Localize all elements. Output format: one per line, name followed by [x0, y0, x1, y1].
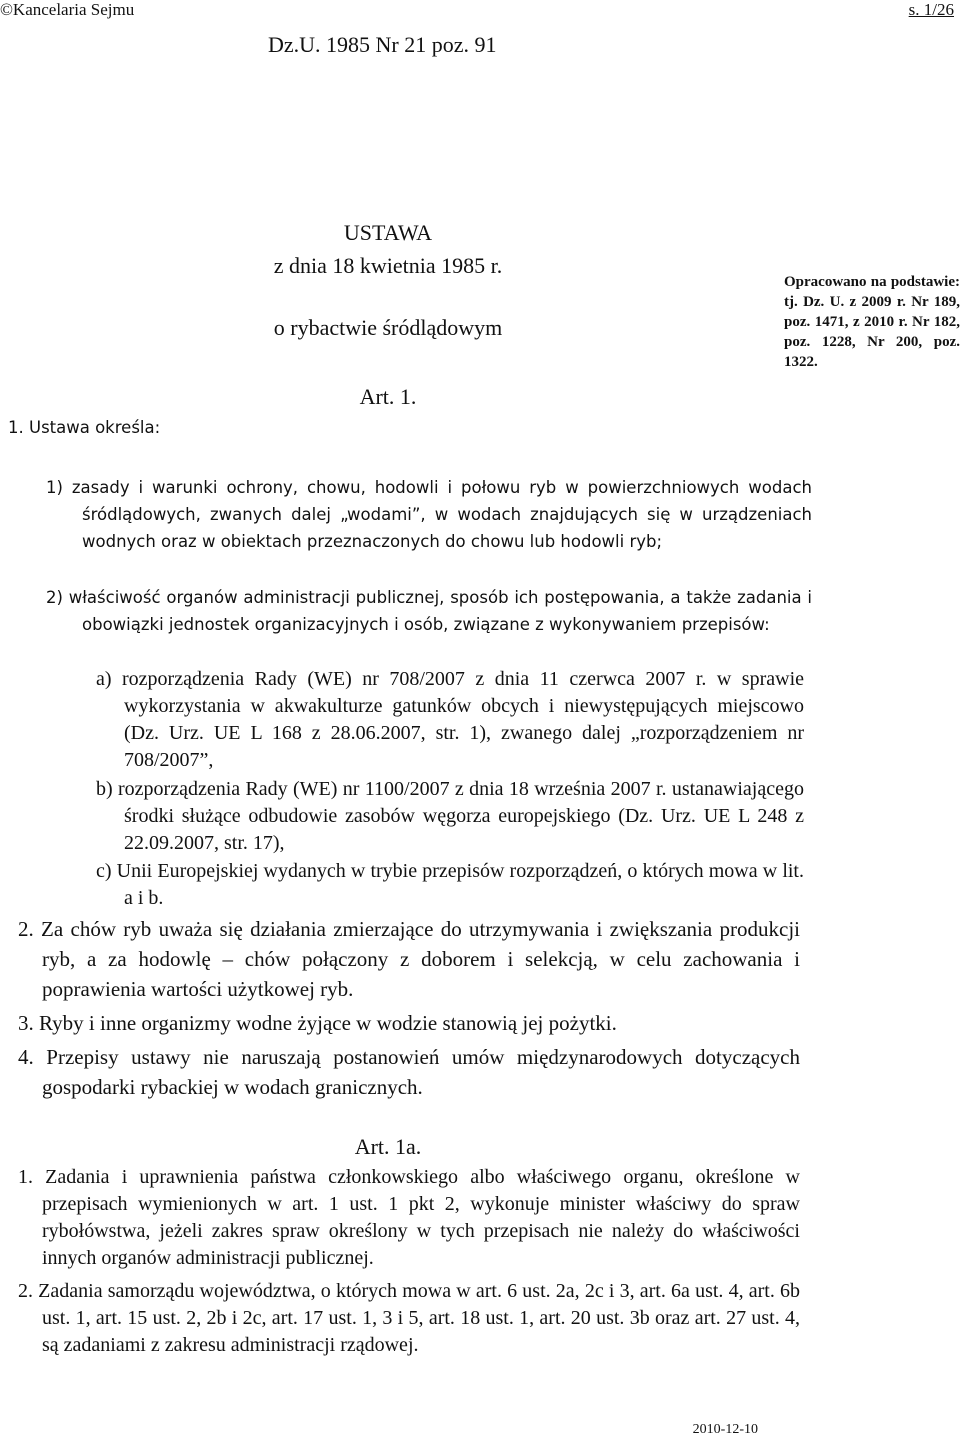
art1-sub-b: b) rozporządzenia Rady (WE) nr 1100/2007 z dnia 18 września 2007 r. ustanawiającego środki służące odbudowie zasobów węgorza europejskiego (Dz. Urz. UE L 248 z 22.09.2007, str. 17), [96, 778, 804, 854]
act-date: z dnia 18 kwietnia 1985 r. [273, 253, 503, 278]
art1a-heading: Art. 1a. [354, 1134, 422, 1159]
footer-date: 2010-12-10 [692, 1422, 758, 1437]
art1-p3: 3. Ryby i inne organizmy wodne żyjące w wodzie stanowią jej pożytki. [18, 1011, 617, 1035]
header-page-number: s. 1/26 [908, 0, 954, 19]
art1-sub-a: a) rozporządzenia Rady (WE) nr 708/2007 z dnia 11 czerwca 2007 r. w sprawie wykorzystania w akwakulturze gatunków obcych i niewystępujących miejscowo (Dz. Urz. UE L 168 z 28.06.2007, str. 1), zwanego dalej „rozporządzeniem nr 708/2007”, [96, 668, 804, 771]
consolidation-note: Opracowano na podstawie: tj. Dz. U. z 2009 r. Nr 189, poz. 1471, z 2010 r. Nr 182, poz. 1228, Nr 200, poz. 1322. [784, 274, 960, 370]
act-subject: o rybactwie śródlądowym [273, 315, 503, 340]
art1-p1-intro: 1. Ustawa określa: [8, 418, 161, 437]
art1-heading: Art. 1. [359, 384, 417, 409]
document-id: Dz.U. 1985 Nr 21 poz. 91 [268, 32, 497, 57]
art1-p1-item1: 1) zasady i warunki ochrony, chowu, hodowli i połowu ryb w powierzchniowych wodach śródlądowych, zwanych dalej „wodami”, w wodach znajdujących się w urządzeniach wodnych oraz w obiektach przeznaczonych do chowu lub hodowli ryb; [46, 478, 812, 551]
art1-p4: 4. Przepisy ustawy nie naruszają postanowień umów międzynarodowych dotyczących gospodarki rybackiej w wodach granicznych. [18, 1045, 800, 1099]
art1-sub-c: c) Unii Europejskiej wydanych w trybie przepisów rozporządzeń, o których mowa w lit. a i b. [96, 860, 804, 909]
art1a-p2: 2. Zadania samorządu województwa, o których mowa w art. 6 ust. 2a, 2c i 3, art. 6a ust. 4, art. 6b ust. 1, art. 15 ust. 2, 2b i 2c, art. 17 ust. 1, 3 i 5, art. 18 ust. 1, art. 20 ust. 3b oraz art. 27 ust. 4, są zadaniami z zakresu administracji rządowej. [18, 1280, 800, 1356]
art1a-p1: 1. Zadania i uprawnienia państwa członkowskiego albo właściwego organu, określone w przepisach wymienionych w art. 1 ust. 1 pkt 2, wykonuje minister właściwy do spraw rybołówstwa, jeżeli zakres spraw określony w tych przepisach nie należy do właściwości innych organów administracji publicznej. [18, 1166, 800, 1269]
art1-p2: 2. Za chów ryb uważa się działania zmierzające do utrzymywania i zwiększania produkcji ryb, a za hodowlę – chów połączony z doborem i selekcją, w celu zachowania i poprawienia wartości użytkowej ryb. [18, 917, 800, 1001]
act-type: USTAWA [343, 220, 433, 245]
header-source: ©Kancelaria Sejmu [0, 0, 135, 19]
art1-p1-item2: 2) właściwość organów administracji publicznej, sposób ich postępowania, a także zadania i obowiązki jednostek organizacyjnych i osób, związane z wykonywaniem przepisów: [46, 588, 812, 634]
